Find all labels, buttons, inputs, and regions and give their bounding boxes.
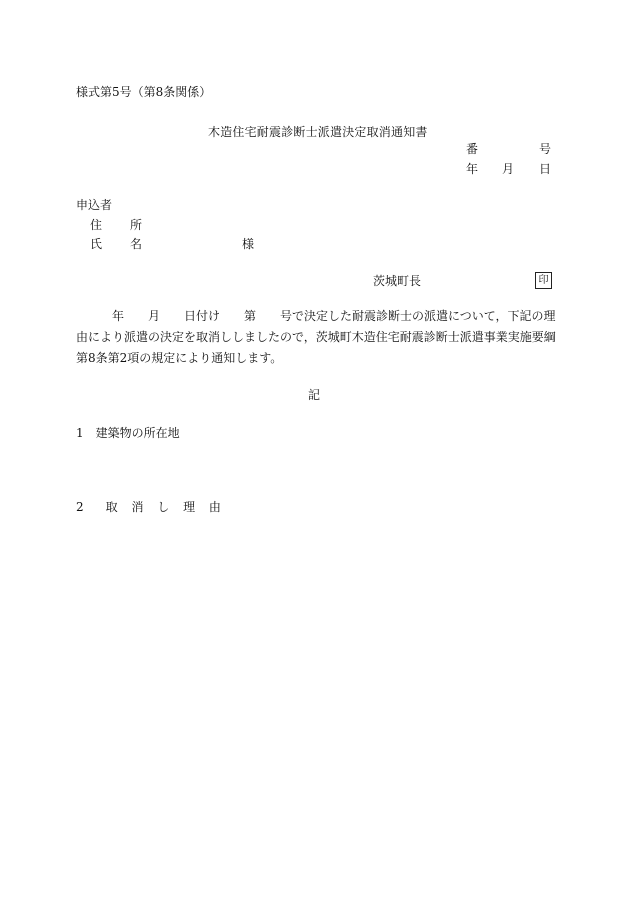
seal-stamp: 印 <box>535 272 552 289</box>
honorific: 様 <box>242 237 255 251</box>
body-line-3: 第8条第2項の規定により通知します。 <box>76 351 283 365</box>
item-cancellation-reason: 2 取 消 し 理 由 <box>76 500 226 514</box>
body-line-2: 由により派遣の決定を取消ししましたので，茨城町木造住宅耐震診断士派遣事業実施要綱 <box>76 330 556 344</box>
address-label: 住 所 <box>90 218 151 232</box>
applicant-label: 申込者 <box>76 198 113 212</box>
item-building-location: 1 建築物の所在地 <box>76 426 180 440</box>
notice-body <box>76 306 556 369</box>
issuer-title: 茨城町長 <box>373 274 422 288</box>
date-day-label: 日 <box>539 162 552 176</box>
form-number: 様式第5号（第8条関係） <box>76 85 212 99</box>
number-suffix: 号 <box>539 142 552 156</box>
number-label: 番 <box>466 142 479 156</box>
name-label: 氏 名 <box>90 237 151 251</box>
body-line-1: 年 月 日付け 第 号で決定した耐震診断士の派遣について，下記の理 <box>76 309 556 323</box>
date-year-label: 年 <box>466 162 479 176</box>
document-title: 木造住宅耐震診断士派遣決定取消通知書 <box>208 125 428 139</box>
ki-heading: 記 <box>308 388 321 402</box>
date-month-label: 月 <box>502 162 515 176</box>
